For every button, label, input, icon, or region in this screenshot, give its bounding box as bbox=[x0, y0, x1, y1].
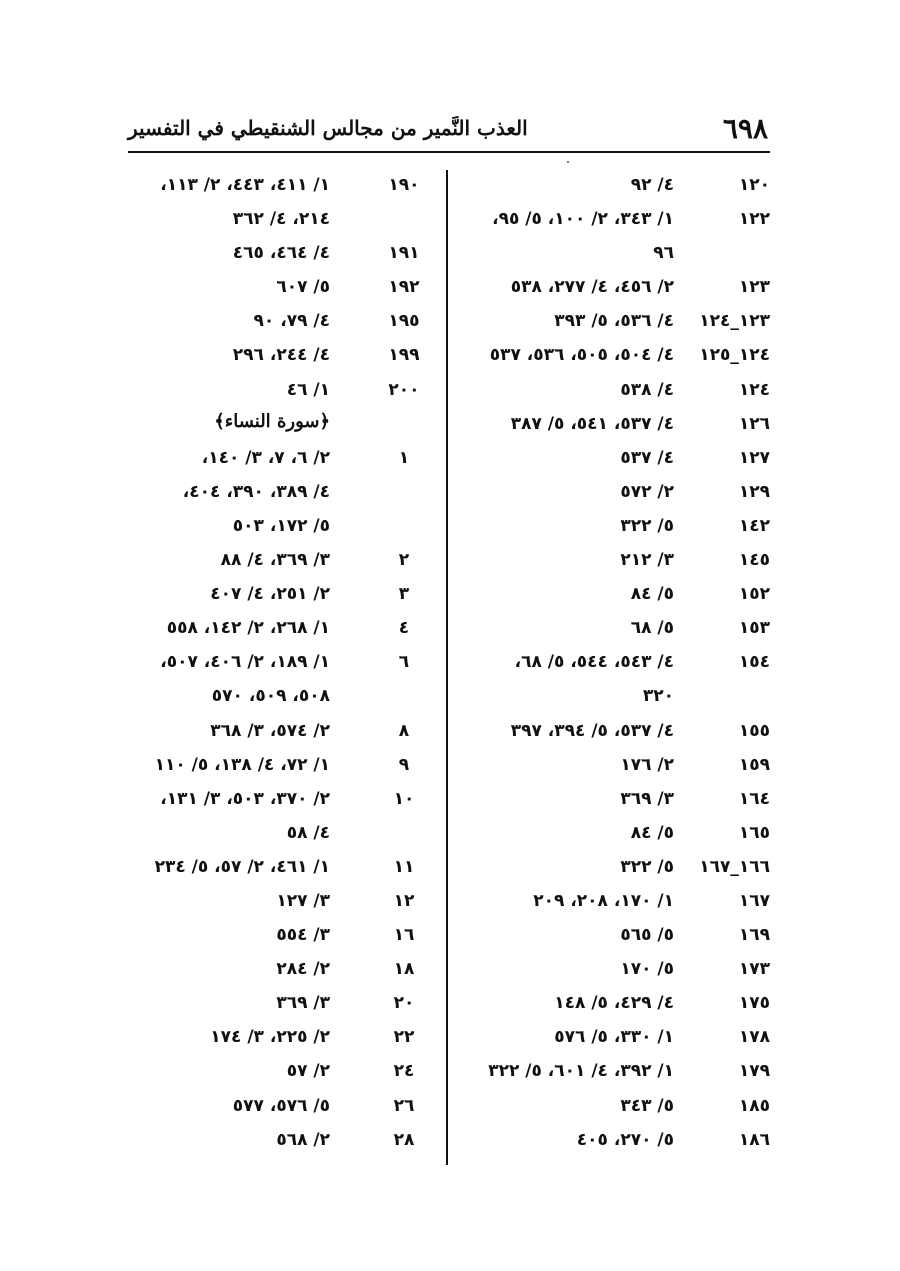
index-row bbox=[470, 886, 770, 920]
verse-number: ١٦٥ bbox=[738, 822, 770, 843]
page-references: ١/ ٤١١، ٤٤٣، ٢/ ١١٣، bbox=[160, 175, 330, 195]
index-row bbox=[128, 1125, 434, 1159]
index-row bbox=[128, 784, 434, 818]
verse-number: ٢٦ bbox=[393, 1095, 415, 1116]
index-row bbox=[128, 988, 434, 1022]
verse-number: ١٦٦_١٦٧ bbox=[699, 856, 770, 877]
page-references: ٤/ ٥٤٣، ٥٤٤، ٥/ ٦٨، bbox=[514, 652, 674, 673]
page-number: ٦٩٨ bbox=[722, 112, 768, 145]
index-row bbox=[128, 1091, 434, 1125]
verse-number: ١٢٢ bbox=[738, 209, 770, 230]
page-references: ٤/ ٢٤٤، ٢٩٦ bbox=[232, 345, 330, 366]
index-row bbox=[470, 340, 770, 374]
page-references: ٣/ ١٢٧ bbox=[276, 890, 330, 911]
column-divider bbox=[446, 170, 448, 1165]
verse-number: ٢٢ bbox=[393, 1027, 415, 1048]
left-column bbox=[128, 170, 434, 1160]
index-row bbox=[470, 1056, 770, 1090]
index-row bbox=[128, 272, 434, 306]
index-row bbox=[128, 750, 434, 784]
running-title: العذب النَّمير من مجالس الشنقيطي في التفسير bbox=[128, 116, 528, 140]
page-references: ٢/ ٥٦٨ bbox=[276, 1129, 330, 1150]
page-references: ٢/ ٣٧٠، ٥٠٣، ٣/ ١٣١، bbox=[160, 788, 330, 809]
page-references: ٢/ ٥٧٤، ٣/ ٣٦٨ bbox=[210, 720, 330, 741]
index-row bbox=[128, 954, 434, 988]
verse-number: ١٧٥ bbox=[738, 993, 770, 1014]
verse-number: ١٧٣ bbox=[738, 959, 770, 980]
page-references: ٥٠٨، ٥٠٩، ٥٧٠ bbox=[211, 686, 330, 707]
page-references: ٩٦ bbox=[653, 243, 674, 264]
page-references: ١/ ٤٦ bbox=[286, 379, 330, 400]
page-references: ٤/ ٩٢ bbox=[630, 175, 674, 195]
index-row bbox=[470, 272, 770, 306]
page-references: ٣/ ٣٦٩، ٤/ ٨٨ bbox=[220, 550, 330, 571]
page-references: ٥/ ٦٨ bbox=[630, 618, 674, 639]
page-references: ٣/ ٢١٢ bbox=[620, 550, 674, 571]
index-row bbox=[470, 477, 770, 511]
index-row bbox=[128, 613, 434, 647]
page-references: ١/ ١٧٠، ٢٠٨، ٢٠٩ bbox=[533, 890, 674, 911]
verse-number: ١٧٩ bbox=[738, 1061, 770, 1082]
index-row bbox=[128, 409, 434, 443]
page-references: ٥/ ١٧٢، ٥٠٣ bbox=[232, 515, 330, 536]
verse-number: ١٩٢ bbox=[388, 277, 420, 298]
page-references: ٤/ ٤٢٩، ٥/ ١٤٨ bbox=[554, 993, 674, 1014]
verse-number: ١٢٣_١٢٤ bbox=[699, 311, 770, 332]
index-row bbox=[470, 1125, 770, 1159]
page-references: ١/ ٤٦١، ٢/ ٥٧، ٥/ ٢٣٤ bbox=[154, 856, 330, 877]
index-row bbox=[128, 716, 434, 750]
verse-number: ١٩٥ bbox=[388, 311, 420, 332]
page-references: ٥/ ٦٠٧ bbox=[276, 277, 330, 298]
index-row bbox=[128, 511, 434, 545]
verse-number: ١٩١ bbox=[388, 243, 420, 264]
index-row bbox=[470, 511, 770, 545]
page-references: ٤/ ٥٣٧ bbox=[620, 447, 674, 468]
index-row bbox=[470, 716, 770, 750]
index-row bbox=[128, 852, 434, 886]
index-row bbox=[470, 818, 770, 852]
verse-number: ١١ bbox=[393, 856, 415, 877]
verse-number: ١٨ bbox=[393, 959, 415, 980]
verse-number: ١٥٥ bbox=[738, 720, 770, 741]
verse-number: ١٨٦ bbox=[738, 1129, 770, 1150]
page-references: ٢١٤، ٤/ ٣٦٢ bbox=[232, 209, 330, 230]
index-row bbox=[128, 579, 434, 613]
verse-number: ١٦ bbox=[393, 925, 415, 946]
page-references: ٢/ ٦، ٧، ٣/ ١٤٠، bbox=[201, 447, 330, 468]
verse-number: ١٢٤ bbox=[738, 379, 770, 400]
verse-number: ١٦٤ bbox=[738, 788, 770, 809]
verse-number: ٢٨ bbox=[393, 1129, 415, 1150]
verse-number: ١٢٧ bbox=[738, 447, 770, 468]
index-row bbox=[470, 204, 770, 238]
index-row bbox=[128, 818, 434, 852]
index-row bbox=[470, 988, 770, 1022]
index-row bbox=[128, 238, 434, 272]
page-references: ٢/ ٥٧ bbox=[286, 1061, 330, 1082]
verse-number: ٨ bbox=[398, 720, 410, 741]
page-references: ٤/ ٧٩، ٩٠ bbox=[253, 311, 330, 332]
verse-number: ١٦٧ bbox=[738, 890, 770, 911]
index-row bbox=[128, 375, 434, 409]
verse-number: ٢٤ bbox=[393, 1061, 415, 1082]
page-references: ٥/ ٢٧٠، ٤٠٥ bbox=[576, 1129, 674, 1150]
page-header bbox=[128, 110, 768, 150]
index-row bbox=[470, 852, 770, 886]
page-references: ٥/ ٣٤٣ bbox=[620, 1095, 674, 1116]
page-references: ١/ ٢٦٨، ٢/ ١٤٢، ٥٥٨ bbox=[166, 618, 330, 639]
page-references: ١/ ٣٣٠، ٥/ ٥٧٦ bbox=[554, 1027, 674, 1048]
page-references: ١/ ٣٤٣، ٢/ ١٠٠، ٥/ ٩٥، bbox=[492, 209, 674, 230]
page-references: ١/ ٣٩٢، ٤/ ٦٠١، ٥/ ٣٢٢ bbox=[488, 1061, 674, 1082]
verse-number: ٢٠٠ bbox=[388, 379, 420, 400]
page-references: ٤/ ٥٠٤، ٥٠٥، ٥٣٦، ٥٣٧ bbox=[489, 345, 674, 366]
index-row bbox=[128, 1056, 434, 1090]
index-row bbox=[470, 613, 770, 647]
verse-number: ١٤٢ bbox=[738, 515, 770, 536]
index-row bbox=[128, 204, 434, 238]
page-references: ٥/ ٥٧٦، ٥٧٧ bbox=[232, 1095, 330, 1116]
verse-number: ١٢ bbox=[393, 890, 415, 911]
index-row bbox=[470, 238, 770, 272]
verse-number: ١٥٩ bbox=[738, 754, 770, 775]
verse-number: ٦ bbox=[398, 652, 410, 673]
verse-number: ١٥٣ bbox=[738, 618, 770, 639]
verse-number: ١٥٤ bbox=[738, 652, 770, 673]
page-references: ٣/ ٣٦٩ bbox=[276, 993, 330, 1014]
verse-number: ١٥٢ bbox=[738, 584, 770, 605]
verse-number: ١٢٣ bbox=[738, 277, 770, 298]
index-row bbox=[470, 579, 770, 613]
index-row bbox=[470, 1022, 770, 1056]
verse-number: ٣ bbox=[398, 584, 410, 605]
index-row bbox=[470, 306, 770, 340]
page-references: ٤/ ٥٨ bbox=[286, 822, 330, 843]
index-row bbox=[470, 647, 770, 681]
page-references: ٤/ ٥٣٨ bbox=[620, 379, 674, 400]
verse-number: ١٩٠ bbox=[388, 175, 420, 195]
index-row bbox=[128, 681, 434, 715]
print-speck bbox=[567, 161, 569, 163]
page-references: ١/ ٧٢، ٤/ ١٣٨، ٥/ ١١٠ bbox=[154, 754, 330, 775]
page-references: ٢/ ٥٧٢ bbox=[620, 481, 674, 502]
index-row bbox=[470, 443, 770, 477]
page-references: ٢/ ٢٥١، ٤/ ٤٠٧ bbox=[210, 584, 330, 605]
index-row bbox=[128, 170, 434, 204]
verse-number: ١٢٦ bbox=[738, 413, 770, 434]
verse-number: ١ bbox=[398, 447, 410, 468]
index-row bbox=[470, 954, 770, 988]
page-references: ٢/ ٤٥٦، ٤/ ٢٧٧، ٥٣٨ bbox=[510, 277, 674, 298]
page-references: ٥/ ٨٤ bbox=[630, 584, 674, 605]
page-references: ٢/ ٢٢٥، ٣/ ١٧٤ bbox=[210, 1027, 330, 1048]
verse-number: ١٢٠ bbox=[738, 175, 770, 195]
index-row bbox=[128, 545, 434, 579]
index-row bbox=[470, 170, 770, 204]
index-row bbox=[470, 681, 770, 715]
page-references: ١/ ١٨٩، ٢/ ٤٠٦، ٥٠٧، bbox=[160, 652, 330, 673]
index-row bbox=[128, 477, 434, 511]
verse-number: ١٢٩ bbox=[738, 481, 770, 502]
surah-heading: ﴿سورة النساء﴾ bbox=[214, 410, 330, 432]
page-references: ٥/ ٨٤ bbox=[630, 822, 674, 843]
page-references: ٤/ ٣٨٩، ٣٩٠، ٤٠٤، bbox=[182, 481, 330, 502]
verse-number: ٢ bbox=[398, 550, 410, 571]
verse-number: ١٩٩ bbox=[388, 345, 420, 366]
page-references: ٥/ ٣٢٢ bbox=[620, 856, 674, 877]
index-row bbox=[128, 1022, 434, 1056]
verse-number: ١٨٥ bbox=[738, 1095, 770, 1116]
index-row bbox=[128, 647, 434, 681]
verse-number: ٩ bbox=[398, 754, 410, 775]
page-references: ٤/ ٥٣٦، ٥/ ٣٩٣ bbox=[554, 311, 674, 332]
page-references: ٥/ ٥٦٥ bbox=[620, 925, 674, 946]
page-references: ٥/ ٣٢٢ bbox=[620, 515, 674, 536]
index-row bbox=[470, 409, 770, 443]
verse-number: ٤ bbox=[398, 618, 410, 639]
index-row bbox=[470, 784, 770, 818]
index-row bbox=[128, 443, 434, 477]
verse-number: ١٤٥ bbox=[738, 550, 770, 571]
verse-number: ٢٠ bbox=[393, 993, 415, 1014]
right-column bbox=[470, 170, 770, 1160]
page-references: ٤/ ٥٣٧، ٥٤١، ٥/ ٣٨٧ bbox=[510, 413, 674, 434]
page-references: ٣/ ٣٦٩ bbox=[620, 788, 674, 809]
verse-number: ١٧٨ bbox=[738, 1027, 770, 1048]
index-row bbox=[470, 750, 770, 784]
index-row bbox=[470, 920, 770, 954]
index-row bbox=[470, 1091, 770, 1125]
index-row bbox=[128, 920, 434, 954]
index-row bbox=[470, 545, 770, 579]
index-row bbox=[128, 306, 434, 340]
page-references: ٤/ ٥٣٧، ٥/ ٣٩٤، ٣٩٧ bbox=[510, 720, 674, 741]
page-references: ٥/ ١٧٠ bbox=[620, 959, 674, 980]
page-references: ٤/ ٤٦٤، ٤٦٥ bbox=[232, 243, 330, 264]
page-references: ٢/ ١٧٦ bbox=[620, 754, 674, 775]
index-row bbox=[470, 375, 770, 409]
verse-number: ١٦٩ bbox=[738, 925, 770, 946]
header-rule bbox=[128, 151, 770, 153]
page-references: ٢/ ٢٨٤ bbox=[276, 959, 330, 980]
page-references: ٣٢٠ bbox=[642, 686, 674, 707]
verse-number: ١٢٤_١٢٥ bbox=[699, 345, 770, 366]
verse-number: ١٠ bbox=[393, 788, 415, 809]
index-row bbox=[128, 886, 434, 920]
index-row bbox=[128, 340, 434, 374]
page-references: ٣/ ٥٥٤ bbox=[276, 925, 330, 946]
